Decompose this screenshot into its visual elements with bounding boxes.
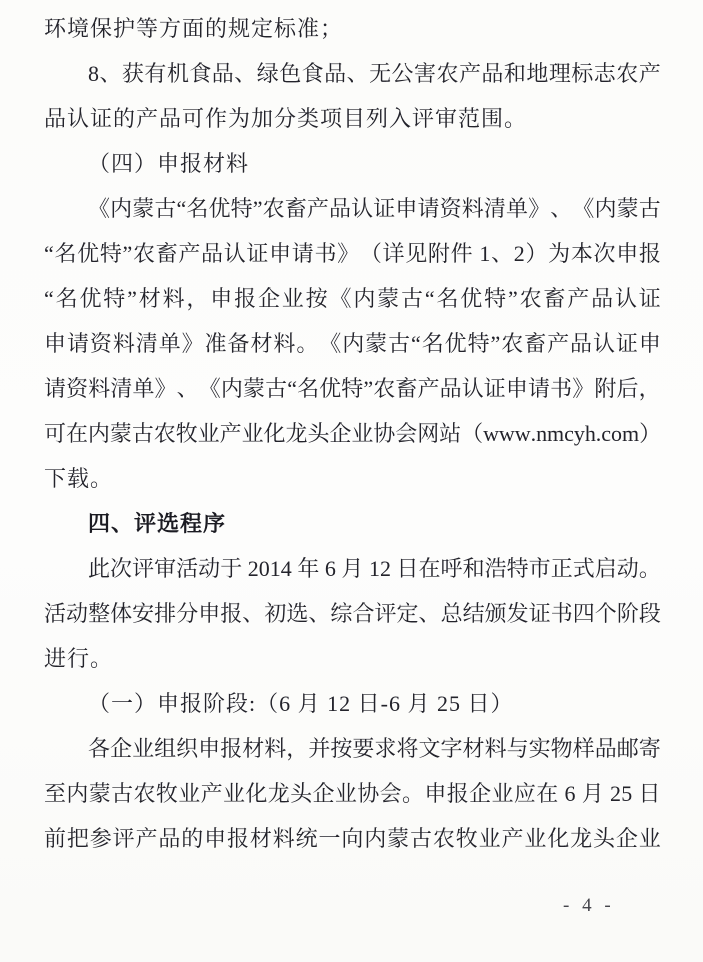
text-line: 8 、 获 有 机 食 品 、 绿 色 食 品 、 无 公 害 农 产 品 和 地 理 标 志 农 产 [88, 61, 661, 86]
text-line: 进行。 [44, 646, 114, 671]
text-line: 活 动 整 体 安 排 分 申 报 、 初 选 、 综 合 评 定 、 总 结 颁 发 证 书 四 个 阶 段 [44, 601, 661, 626]
text-line: 请 资 料 清 单 》 、 《 内 蒙 古 “ 名 优 特 ” 农 畜 产 品 认 证 申 请 书 》 附 后 ， [44, 376, 661, 401]
text-line: “ 名 优 特 ” 农 畜 产 品 认 证 申 请 书 》 （ 详 见 附 件 1 、 2 ） 为 本 次 申 报 [44, 241, 661, 266]
section-heading: 四、评选程序 [88, 511, 227, 536]
text-line: 至 内 蒙 古 农 牧 业 产 业 化 龙 头 企 业 协 会 。 申 报 企 业 应 在 6 月 2 5 日 [44, 781, 661, 806]
text-line: “ 名 优 特 ” 材 料 ， 申 报 企 业 按 《 内 蒙 古 “ 名 优 特 ” 农 畜 产 品 认 证 [44, 286, 661, 311]
text-line: 可 在 内 蒙 古 农 牧 业 产 业 化 龙 头 企 业 协 会 网 站 （ w w w . n m c y h . c o m ） [44, 421, 662, 446]
text-line: 品认证的产品可作为加分类项目列入评审范围。 [44, 106, 528, 131]
text-line: 此 次 评 审 活 动 于 2 0 1 4 年 6 月 1 2 日 在 呼 和 浩 特 市 正 式 启 动 。 [88, 556, 661, 581]
document-lines [44, 6, 661, 861]
text-line: 申 请 资 料 清 单 》 准 备 材 料 。 《 内 蒙 古 “ 名 优 特 ” 农 畜 产 品 认 证 申 [44, 331, 661, 356]
text-line: （一）申报阶段:（6 月 12 日-6 月 25 日） [88, 691, 514, 716]
text-line: 各 企 业 组 织 申 报 材 料 ， 并 按 要 求 将 文 字 材 料 与 实 物 样 品 邮 寄 [88, 736, 661, 761]
text-line: （四）申报材料 [88, 151, 250, 176]
text-line: 下载。 [44, 466, 114, 491]
text-line: 前 把 参 评 产 品 的 申 报 材 料 统 一 向 内 蒙 古 农 牧 业 产 业 化 龙 头 企 业 [44, 826, 661, 851]
page-number: - 4 - [563, 895, 615, 916]
text-line: 《 内 蒙 古 “ 名 优 特 ” 农 畜 产 品 认 证 申 请 资 料 清 单 》 、 《 内 蒙 古 [88, 196, 661, 221]
text-line: 环境保护等方面的规定标准； [44, 16, 344, 41]
